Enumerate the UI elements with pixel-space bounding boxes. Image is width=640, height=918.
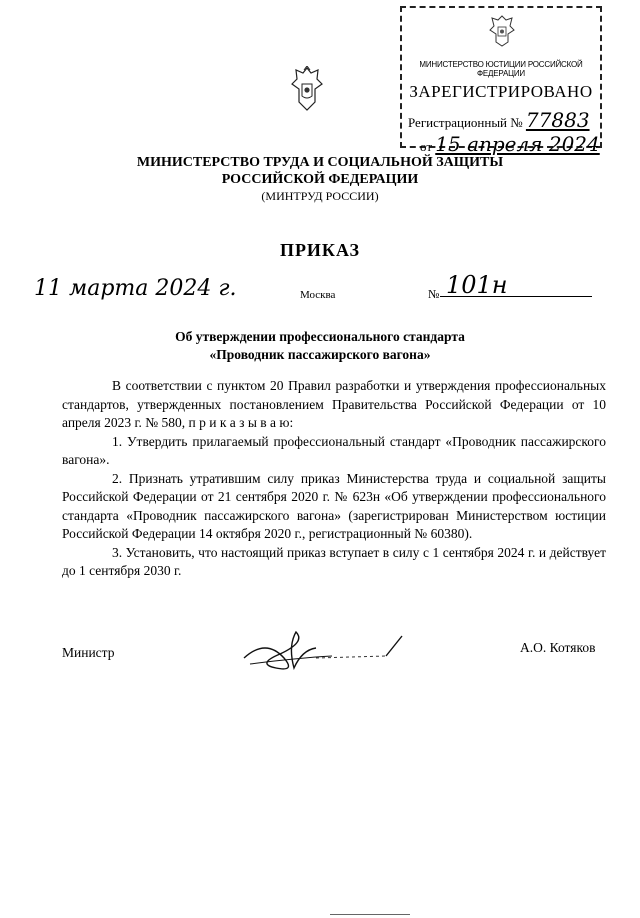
order-body — [62, 377, 606, 581]
stamp-ministry: МИНИСТЕРСТВО ЮСТИЦИИ РОССИЙСКОЙ ФЕДЕРАЦИИ — [419, 60, 583, 78]
ministry-short-name: (МИНТРУД РОССИИ) — [261, 189, 379, 203]
order-subject-line1: Об утверждении профессионального стандарта — [175, 329, 465, 344]
stamp-date-prefix: от — [420, 139, 433, 154]
signer-position: Министр — [62, 645, 115, 660]
body-paragraph-item-2: 2. Признать утратившим силу приказ Министерства труда и социальной защиты Российской Федерации от 21 сентября 2020 г. № 623н «Об утверждении профессионального стандарта «Проводник пассажирского вагона» (зарегистрирован Министерством юстиции Российской Федерации 14 октября 2020 г., регистрационный № 60380). — [62, 470, 606, 541]
handwritten-signature — [236, 628, 412, 674]
order-city: Москва — [300, 289, 336, 301]
stamp-reg-number: 77883 — [525, 108, 590, 132]
ministry-name-line1: МИНИСТЕРСТВО ТРУДА И СОЦИАЛЬНОЙ ЗАЩИТЫ — [136, 155, 504, 170]
order-subject-line2: «Проводник пассажирского вагона» — [209, 347, 431, 362]
page-footer-mark — [330, 914, 410, 915]
coat-of-arms-icon — [488, 14, 516, 48]
order-date: 11 марта 2024 г. — [34, 276, 237, 301]
stamp-date-line — [420, 132, 600, 156]
stamp-reg-number-line — [408, 108, 590, 132]
stamp-registered: ЗАРЕГИСТРИРОВАНО — [409, 82, 593, 101]
signer-name: А.О. Котяков — [520, 640, 596, 655]
body-paragraph-preamble: В соответствии с пунктом 20 Правил разработки и утверждения профессиональных стандартов, утвержденных постановлением Правительства Российской Федерации от 10 апреля 2023 г. № 580, п р и к а з ы в а ю: — [62, 378, 606, 430]
body-paragraph-item-1: 1. Утвердить прилагаемый профессиональный стандарт «Проводник пассажирского вагона». — [62, 433, 606, 467]
ministry-name-line2: РОССИЙСКОЙ ФЕДЕРАЦИИ — [221, 172, 419, 187]
order-number-label: № — [428, 287, 440, 301]
document-type-title: ПРИКАЗ — [279, 240, 361, 260]
order-number-underline — [440, 296, 592, 297]
coat-of-arms-icon — [290, 66, 324, 114]
stamp-date: 15 апреля 2024 — [435, 132, 600, 156]
order-number: 101н — [446, 271, 508, 299]
body-paragraph-item-3: 3. Установить, что настоящий приказ вступает в силу с 1 сентября 2024 г. и действует до 1 сентября 2030 г. — [62, 544, 606, 578]
registration-stamp — [400, 6, 602, 156]
stamp-reg-number-label: Регистрационный № — [408, 115, 523, 130]
